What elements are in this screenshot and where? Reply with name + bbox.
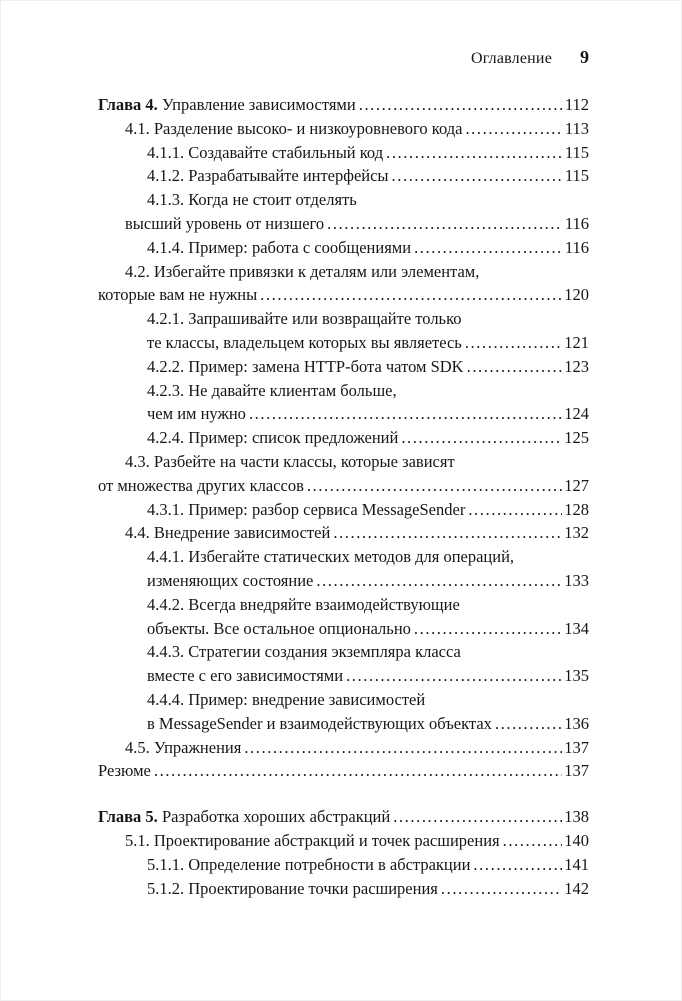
dot-leader: [327, 212, 563, 236]
toc-page-number: 142: [564, 878, 589, 898]
toc-entry: [98, 498, 589, 522]
toc-entry-title: те классы, владельцем которых вы являетесь: [147, 332, 462, 352]
toc-entry-title: 4.2.2. Пример: замена HTTP-бота чатом SDK: [147, 356, 464, 376]
toc-line: [98, 283, 589, 307]
toc-page-number: 137: [564, 761, 589, 781]
dot-leader: [467, 355, 563, 379]
toc-entry: [98, 355, 589, 379]
toc-entry: [98, 93, 589, 117]
toc-entry: [98, 379, 589, 427]
toc-entry-title: 4.2.3. Не давайте клиентам больше,: [147, 380, 397, 400]
toc-line: [98, 450, 589, 474]
toc-entry-title: 5.1. Проектирование абстракций и точек расширения: [125, 830, 500, 850]
toc-line: [98, 688, 589, 712]
toc-entry-title: 4.1.4. Пример: работа с сообщениями: [147, 237, 412, 257]
toc-entry: [98, 188, 589, 236]
toc-line: [98, 521, 589, 545]
toc-entry-title: Управление зависимостями: [157, 95, 356, 114]
toc-page-number: 115: [564, 142, 589, 162]
toc-page-number: 135: [564, 666, 589, 686]
toc-page-number: 140: [564, 830, 589, 850]
toc-entry: [98, 736, 589, 760]
toc-page-number: 138: [564, 807, 589, 827]
dot-leader: [260, 283, 562, 307]
toc-entry-title: чем им нужно: [147, 404, 246, 424]
toc-line: [98, 805, 589, 829]
dot-leader: [473, 853, 562, 877]
toc-line: [98, 426, 589, 450]
toc-entry-title: 4.5. Упражнения: [125, 737, 242, 757]
toc-line: [98, 736, 589, 760]
toc-entry-title: 4.2.4. Пример: список предложений: [147, 428, 399, 448]
dot-leader: [392, 164, 563, 188]
toc-page-number: 127: [564, 475, 589, 495]
toc-line: [98, 379, 589, 403]
toc-page-number: 132: [564, 523, 589, 543]
dot-leader: [393, 805, 562, 829]
toc-line: [98, 402, 589, 426]
toc-line: [98, 829, 589, 853]
dot-leader: [414, 617, 562, 641]
toc-entry: [98, 805, 589, 829]
toc-entry: [98, 236, 589, 260]
dot-leader: [465, 331, 562, 355]
toc-line: [98, 355, 589, 379]
dot-leader: [249, 402, 562, 426]
toc-line: [98, 164, 589, 188]
toc-page-number: 137: [564, 737, 589, 757]
toc-entry: [98, 829, 589, 853]
toc-entry: [98, 521, 589, 545]
toc-page-number: 134: [564, 618, 589, 638]
toc-entry-title: Разработка хороших абстракций: [157, 807, 391, 827]
toc-line: [98, 759, 589, 783]
dot-leader: [503, 829, 563, 853]
toc-entry-title: изменяющих состояние: [147, 570, 314, 590]
toc-entry-title: Резюме: [98, 761, 151, 781]
page-header: [98, 47, 589, 68]
dot-leader: [333, 521, 562, 545]
toc-page-number: 133: [564, 570, 589, 590]
toc-line: [98, 188, 589, 212]
dot-leader: [465, 117, 562, 141]
toc-entry: [98, 141, 589, 165]
toc-line: [98, 664, 589, 688]
toc-page-number: 125: [564, 428, 589, 448]
header-page-number: 9: [580, 47, 589, 67]
toc-entry-title: от множества других классов: [98, 475, 304, 495]
toc-entry: [98, 260, 589, 308]
toc-page-number: 116: [564, 237, 589, 257]
toc-line: [98, 569, 589, 593]
toc-entry: [98, 426, 589, 450]
toc-line: [98, 307, 589, 331]
toc-entry-title: 4.4.4. Пример: внедрение зависимостей: [147, 689, 426, 709]
toc-line: [98, 212, 589, 236]
header-title: Оглавление: [470, 50, 552, 67]
toc-entry-title: вместе с его зависимостями: [147, 666, 344, 686]
toc-entry-title: 4.1. Разделение высоко- и низкоуровневого кода: [125, 118, 463, 138]
toc-page-number: 128: [564, 499, 589, 519]
toc-line: [98, 236, 589, 260]
toc-page-number: 121: [564, 332, 589, 352]
dot-leader: [316, 569, 562, 593]
toc-line: [98, 593, 589, 617]
dot-leader: [359, 93, 563, 117]
toc-page-number: 141: [564, 854, 589, 874]
toc-entry-title: 4.4.2. Всегда внедряйте взаимодействующие: [147, 594, 460, 614]
toc-page-number: 112: [564, 95, 589, 114]
toc-entry: [98, 759, 589, 783]
dot-leader: [154, 759, 562, 783]
toc-entry-title: 4.2.1. Запрашивайте или возвращайте только: [147, 309, 462, 329]
toc-line: [98, 498, 589, 522]
toc-entry-title: 4.3. Разбейте на части классы, которые зависят: [125, 451, 455, 471]
toc-page-number: 116: [564, 213, 589, 233]
toc-line: [98, 141, 589, 165]
dot-leader: [346, 664, 562, 688]
toc-entry: [98, 640, 589, 688]
dot-leader: [414, 236, 563, 260]
chapter-label: Глава 4.: [98, 95, 158, 114]
dot-leader: [244, 736, 562, 760]
toc-entry: [98, 877, 589, 901]
dot-leader: [386, 141, 563, 165]
toc-entry-title: 4.4.1. Избегайте статических методов для операций,: [147, 547, 515, 567]
toc-entry-title: которые вам не нужны: [98, 285, 258, 305]
toc-entry-title: 4.1.3. Когда не стоит отделять: [147, 190, 357, 210]
toc-page-number: 124: [564, 404, 589, 424]
dot-leader: [441, 877, 562, 901]
toc-entry-title: 5.1.2. Проектирование точки расширения: [147, 878, 438, 898]
toc-page-number: 115: [564, 166, 589, 186]
dot-leader: [468, 498, 562, 522]
dot-leader: [307, 474, 562, 498]
toc-line: [98, 877, 589, 901]
toc-page-number: 123: [564, 356, 589, 376]
toc-entry-title: 4.2. Избегайте привязки к деталям или элементам,: [125, 261, 480, 281]
toc-line: [98, 545, 589, 569]
toc-line: [98, 93, 589, 117]
toc-page-number: 136: [564, 713, 589, 733]
toc-line: [98, 617, 589, 641]
toc-entry-title: 4.1.2. Разрабатывайте интерфейсы: [147, 166, 389, 186]
toc-entry-title: объекты. Все остальное опционально: [147, 618, 411, 638]
toc-list: [98, 93, 589, 900]
toc-entry: [98, 853, 589, 877]
toc-line: [98, 712, 589, 736]
toc-entry-title: высший уровень от низшего: [125, 213, 325, 233]
dot-leader: [495, 712, 562, 736]
toc-entry: [98, 593, 589, 641]
toc-entry: [98, 545, 589, 593]
toc-entry: [98, 307, 589, 355]
toc-entry-title: 4.4.3. Стратегии создания экземпляра класса: [147, 642, 461, 662]
toc-entry-title: 4.4. Внедрение зависимостей: [125, 523, 331, 543]
toc-entry-title: 5.1.1. Определение потребности в абстракции: [147, 854, 471, 874]
toc-line: [98, 640, 589, 664]
toc-line: [98, 853, 589, 877]
toc-line: [98, 117, 589, 141]
toc-entry-title: 4.3.1. Пример: разбор сервиса MessageSender: [147, 499, 466, 519]
toc-entry: [98, 164, 589, 188]
chapter-label: Глава 5.: [98, 807, 158, 827]
toc-entry: [98, 688, 589, 736]
toc-entry-title: в MessageSender и взаимодействующих объектах: [147, 713, 492, 733]
toc-line: [98, 260, 589, 284]
dot-leader: [401, 426, 562, 450]
toc-entry-title: 4.1.1. Создавайте стабильный код: [147, 142, 384, 162]
toc-line: [98, 474, 589, 498]
toc-page-number: 120: [564, 285, 589, 305]
toc-page-number: 113: [564, 118, 589, 138]
toc-line: [98, 331, 589, 355]
toc-entry: [98, 117, 589, 141]
toc-entry: [98, 450, 589, 498]
